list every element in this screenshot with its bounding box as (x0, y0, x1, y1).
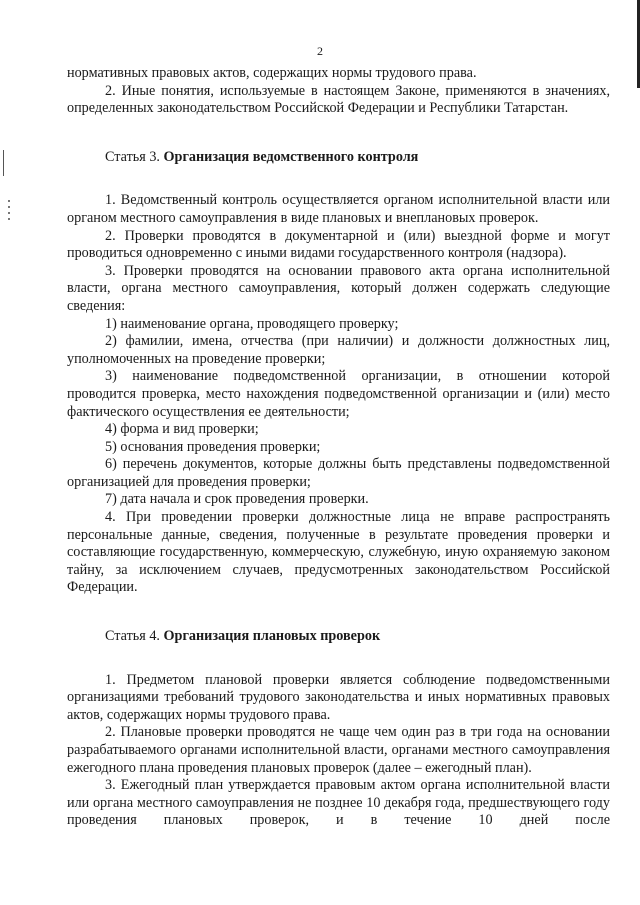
article-4-heading (67, 628, 610, 646)
scan-dot (8, 218, 10, 220)
article-4-paragraph: 2. Плановые проверки проводятся не чаще чем один раз в три года на основании разрабатываемого органами исполнительной власти, органами местного самоуправления ежегодного плана проведения плановых проверок (далее – ежегодный план). (67, 724, 610, 776)
article-3-list-item: 4) форма и вид проверки; (105, 421, 259, 438)
article-3-list-item: 2) фамилии, имена, отчества (при наличии) и должности должностных лиц, уполномоченных на проведение проверки; (67, 333, 610, 367)
article-3-list-item: 7) дата начала и срок проведения проверки. (105, 491, 369, 508)
article-3-paragraph: 4. При проведении проверки должностные лица не вправе распространять персональные данные, сведения, полученные в результате проведения проверки и составляющие государственную, коммерческую, служебную, иную охраняемую законом тайну, за исключением случаев, предусмотренных законодательством Российской Федерации. (67, 509, 610, 596)
article-4-label: Статья 4. (105, 628, 160, 645)
scan-dot (8, 200, 10, 202)
article-3-paragraph: 1. Ведомственный контроль осуществляется органом исполнительной власти или органом местного самоуправления в виде плановых и внеплановых проверок. (67, 192, 610, 226)
article-3-list-item: 1) наименование органа, проводящего проверку; (105, 315, 399, 332)
scan-dot (8, 212, 10, 214)
article-3-list-item: 3) наименование подведомственной организации, в отношении которой проводится проверка, место нахождения подведомственной организации и (или) место фактического осуществления ее деятельности; (67, 368, 610, 420)
article-3-list-item: 6) перечень документов, которые должны быть представлены подведомственной организацией для проведения проверки; (67, 456, 610, 490)
article-3-title: Организация ведомственного контроля (163, 148, 419, 165)
scan-dot (8, 206, 10, 208)
article-3-paragraph: 3. Проверки проводятся на основании правового акта органа исполнительной власти, органа местного самоуправления, который должен содержать следующие сведения: (67, 262, 610, 314)
article-3-label: Статья 3. (105, 148, 160, 165)
article-4-paragraph: 3. Ежегодный план утверждается правовым актом органа исполнительной власти или органа местного самоуправления не позднее 10 декабря года, предшествующего году проведения плановых проверок, и в течение 10 дней после (67, 777, 610, 829)
document-body (67, 65, 610, 830)
article-4-title: Организация плановых проверок (163, 628, 381, 645)
article-3-heading (67, 149, 610, 167)
intro-continuation: нормативных правовых актов, содержащих нормы трудового права. (67, 65, 477, 81)
intro-paragraph-2: 2. Иные понятия, используемые в настоящем Законе, применяются в значениях, определенных законодательством Российской Федерации и Республики Татарстан. (67, 82, 610, 117)
page-number: 2 (317, 44, 323, 58)
article-4-paragraph: 1. Предметом плановой проверки является соблюдение подведомственными организациями требований трудового законодательства и иных нормативных правовых актов, содержащих нормы трудового права. (67, 671, 610, 723)
scan-margin-mark (3, 150, 4, 176)
article-3-list-item: 5) основания проведения проверки; (105, 438, 321, 455)
article-3-paragraph: 2. Проверки проводятся в документарной и (или) выездной форме и могут проводиться одновременно с иными видами государственного контроля (надзора). (67, 227, 610, 262)
